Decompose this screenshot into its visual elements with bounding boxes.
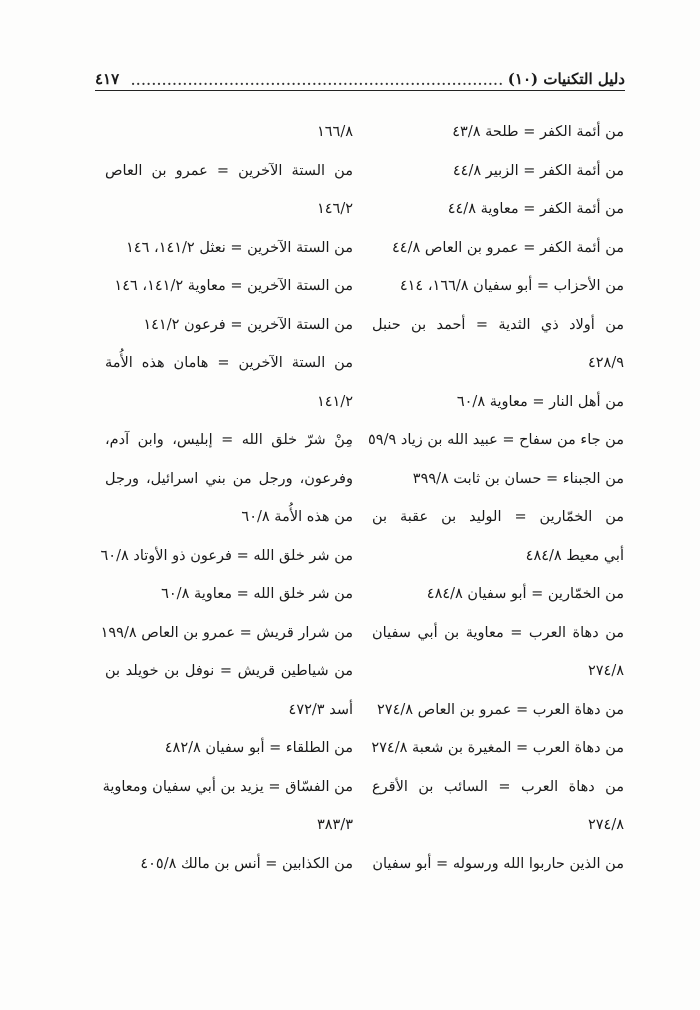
index-entry: من الخمّارين = الوليد بن عقبة بن xyxy=(372,509,624,525)
index-entry: من شياطين قريش = نوفل بن خويلد بن xyxy=(105,663,353,679)
index-entry: من شر خلق الله = فرعون ذو الأوتاد ٦٠/٨ xyxy=(100,547,353,564)
index-entry-continuation: ٣٨٣/٣ xyxy=(316,817,353,833)
index-entry: من الفسّاق = يزيد بن أبي سفيان ومعاوية xyxy=(102,778,353,795)
index-entry-continuation: أسد ٤٧٢/٣ xyxy=(288,701,353,718)
index-entry: من شرار قريش = عمرو بن العاص ١٩٩/٨ xyxy=(100,624,353,641)
index-entry-continuation: ٢٧٤/٨ xyxy=(587,817,624,833)
index-entry: من الستة الآخرين = معاوية ١٤١/٢، ١٤٦ xyxy=(114,278,353,294)
header-leader-dots: ........................................................................ xyxy=(130,74,504,88)
index-entry-continuation: ٤٢٨/٩ xyxy=(587,355,624,371)
header-title: دليل التكنيات (١٠) xyxy=(507,70,625,88)
index-entry: من أهل النار = معاوية ٦٠/٨ xyxy=(456,393,624,410)
index-entry: من الكذابين = أنس بن مالك ٤٠٥/٨ xyxy=(140,855,353,872)
index-entry: من أئمة الكفر = الزبير ٤٤/٨ xyxy=(452,162,624,179)
index-entry-continuation: ١٤١/٢ xyxy=(316,393,353,410)
index-entry: من الخمّارين = أبو سفيان ٤٨٤/٨ xyxy=(426,586,624,602)
index-entry: من أولاد ذي الثدية = أحمد بن حنبل xyxy=(372,316,624,333)
running-header xyxy=(95,58,625,88)
index-entry: من جاء من سفاح = عبيد الله بن زياد ٥٩/٩ xyxy=(368,432,624,448)
index-entry: مِنْ شرّ خلق الله = إبليس، وابن آدم، xyxy=(105,432,353,448)
index-entry: من الستة الآخرين = فرعون ١٤١/٢ xyxy=(143,316,353,333)
index-entry: من الستة الآخرين = عمرو بن العاص xyxy=(105,162,353,179)
index-entry: من أئمة الكفر = معاوية ٤٤/٨ xyxy=(447,201,624,217)
index-entry: من أئمة الكفر = عمرو بن العاص ٤٤/٨ xyxy=(392,239,624,256)
index-entry-continuation: وفرعون، ورجل من بني اسرائيل، ورجل xyxy=(105,470,353,487)
index-entry-continuation: ٢٧٤/٨ xyxy=(587,663,624,679)
index-entry: من الطلقاء = أبو سفيان ٤٨٢/٨ xyxy=(164,740,353,756)
index-entry-continuation: من هذه الأُمة ٦٠/٨ xyxy=(241,509,353,525)
index-entry: من الستة الآخرين = نعثل ١٤١/٢، ١٤٦ xyxy=(126,239,353,256)
index-entry-continuation: ١٦٦/٨ xyxy=(316,124,353,140)
index-entry: من دهاة العرب = معاوية بن أبي سفيان xyxy=(372,624,624,641)
index-entry: من الأحزاب = أبو سفيان ١٦٦/٨، ٤١٤ xyxy=(399,278,624,294)
index-entry: من أئمة الكفر = طلحة ٤٣/٨ xyxy=(452,124,624,140)
index-entry: من شر خلق الله = معاوية ٦٠/٨ xyxy=(161,586,353,602)
left-column xyxy=(100,113,353,883)
right-column xyxy=(368,113,624,883)
page-number: ٤١٧ xyxy=(95,70,120,88)
index-entry: من دهاة العرب = عمرو بن العاص ٢٧٤/٨ xyxy=(377,701,624,718)
index-entry: من الستة الآخرين = هامان هذه الأُمة xyxy=(105,355,353,371)
index-entry: من دهاة العرب = المغيرة بن شعبة ٢٧٤/٨ xyxy=(371,740,624,756)
index-entry-continuation: ١٤٦/٢ xyxy=(316,201,353,217)
index-entry-continuation: أبي معيط ٤٨٤/٨ xyxy=(525,547,624,564)
index-entry: من الذين حاربوا الله ورسوله = أبو سفيان xyxy=(372,855,624,872)
header-rule xyxy=(95,90,625,91)
index-entry: من دهاة العرب = السائب بن الأقرع xyxy=(372,778,624,795)
index-entry: من الجبناء = حسان بن ثابت ٣٩٩/٨ xyxy=(412,470,624,487)
